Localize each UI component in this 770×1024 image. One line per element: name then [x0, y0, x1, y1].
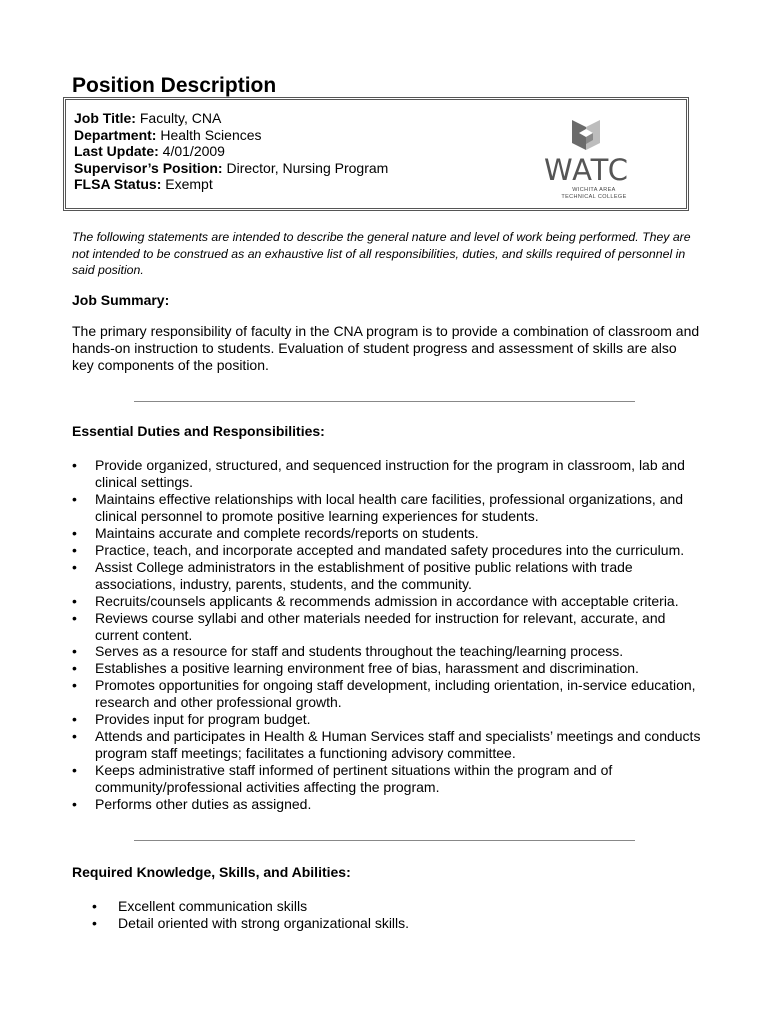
logo-wordmark: WATC [544, 153, 629, 187]
list-item [92, 915, 692, 932]
section-divider [134, 840, 635, 841]
position-info [74, 110, 388, 193]
list-item-text: Practice, teach, and incorporate accepted and mandated safety procedures into the curriculum. [95, 541, 685, 558]
bullet-icon: • [72, 677, 77, 694]
field-label: Last Update: [74, 143, 159, 160]
watc-logo-icon [569, 118, 603, 152]
field-label: FLSA Status: [74, 176, 162, 193]
bullet-icon: • [72, 728, 77, 745]
list-item-text: Assist College administrators in the establishment of positive public relations with trade associations, industry, parents, students, and the community. [95, 558, 633, 592]
field-value: 4/01/2009 [158, 143, 225, 160]
field-value: Faculty, CNA [135, 110, 222, 126]
department-row [74, 127, 388, 144]
required-ksa-heading: Required Knowledge, Skills, and Abilities: [72, 864, 351, 880]
bullet-icon: • [72, 592, 77, 609]
list-item-text: Attends and participates in Health & Human Services staff and specialists’ meetings and conducts program staff meetings; facilitates a functioning advisory committee. [95, 728, 701, 762]
list-item-text: Keeps administrative staff informed of pertinent situations within the program and of community/professional activities affecting the program. [95, 762, 613, 796]
job-summary-heading: Job Summary: [72, 292, 170, 308]
list-item-text: Maintains effective relationships with local health care facilities, professional organizations, and clinical personnel to promote positive learning experiences for students. [95, 490, 684, 524]
list-item [72, 491, 702, 525]
list-item [72, 542, 702, 559]
job-title-row [74, 110, 388, 127]
list-item [72, 677, 702, 711]
list-item-text: Promotes opportunities for ongoing staff development, including orientation, in-service education, research and other professional growth. [95, 677, 696, 711]
list-item-text: Recruits/counsels applicants & recommends admission in accordance with acceptable criteria. [95, 592, 679, 609]
bullet-icon: • [72, 457, 77, 473]
list-item-text: Establishes a positive learning environment free of bias, harassment and discrimination. [95, 660, 639, 677]
bullet-icon: • [72, 796, 77, 813]
list-item [72, 525, 702, 542]
field-value: Health Sciences [156, 126, 262, 143]
list-item [72, 711, 702, 728]
watc-logo [538, 112, 638, 202]
bullet-icon: • [92, 898, 97, 914]
bullet-icon: • [72, 711, 77, 728]
list-item [72, 643, 702, 660]
list-item-text: Provide organized, structured, and sequenced instruction for the program in classroom, lab and clinical settings. [95, 457, 685, 490]
list-item [72, 457, 702, 491]
position-header-box [63, 97, 689, 211]
field-value: Director, Nursing Program [222, 159, 389, 176]
job-summary-text: The primary responsibility of faculty in the CNA program is to provide a combination of classroom and hands-on instruction to students. Evaluation of student progress and assessment of skills are also key components of the position. [72, 323, 700, 373]
essential-duties-list [72, 457, 702, 813]
list-item-text: Performs other duties as assigned. [95, 796, 312, 813]
disclaimer-text: The following statements are intended to describe the general nature and level of work being performed. They are not intended to be construed as an exhaustive list of all responsibilities, duties, and skills required of personnel in said position. [72, 230, 691, 277]
logo-subtitle [552, 187, 636, 201]
list-item-text: Detail oriented with strong organizational skills. [118, 915, 410, 931]
essential-duties-heading: Essential Duties and Responsibilities: [72, 423, 325, 439]
list-item-text: Excellent communication skills [118, 898, 308, 914]
last-update-row [74, 143, 388, 160]
bullet-icon: • [72, 558, 77, 575]
field-label: Job Title: [74, 110, 136, 126]
bullet-icon: • [72, 643, 77, 660]
logo-subtitle-line: TECHNICAL COLLEGE [561, 194, 627, 200]
logo-subtitle-line: WICHITA AREA [572, 187, 616, 193]
list-item-text: Serves as a resource for staff and students throughout the teaching/learning process. [95, 643, 624, 660]
list-item-text: Reviews course syllabi and other materials needed for instruction for relevant, accurate, and current content. [95, 609, 666, 643]
flsa-status-row [74, 176, 388, 193]
list-item [92, 898, 692, 915]
list-item [72, 559, 702, 593]
bullet-icon: • [72, 609, 77, 626]
list-item [72, 762, 702, 796]
field-label: Supervisor’s Position: [74, 159, 223, 176]
list-item [72, 610, 702, 644]
section-divider [134, 401, 635, 402]
bullet-icon: • [72, 490, 77, 507]
page-title: Position Description [72, 74, 277, 97]
bullet-icon: • [72, 524, 77, 541]
list-item [72, 728, 702, 762]
list-item-text: Maintains accurate and complete records/reports on students. [95, 524, 479, 541]
bullet-icon: • [72, 762, 77, 779]
list-item [72, 593, 702, 610]
supervisor-row [74, 160, 388, 177]
bullet-icon: • [92, 915, 97, 931]
bullet-icon: • [72, 660, 77, 677]
list-item-text: Provides input for program budget. [95, 711, 311, 728]
required-ksa-list [92, 898, 692, 932]
field-value: Exempt [161, 176, 213, 193]
list-item [72, 796, 702, 813]
list-item [72, 660, 702, 677]
bullet-icon: • [72, 541, 77, 558]
field-label: Department: [74, 126, 157, 143]
